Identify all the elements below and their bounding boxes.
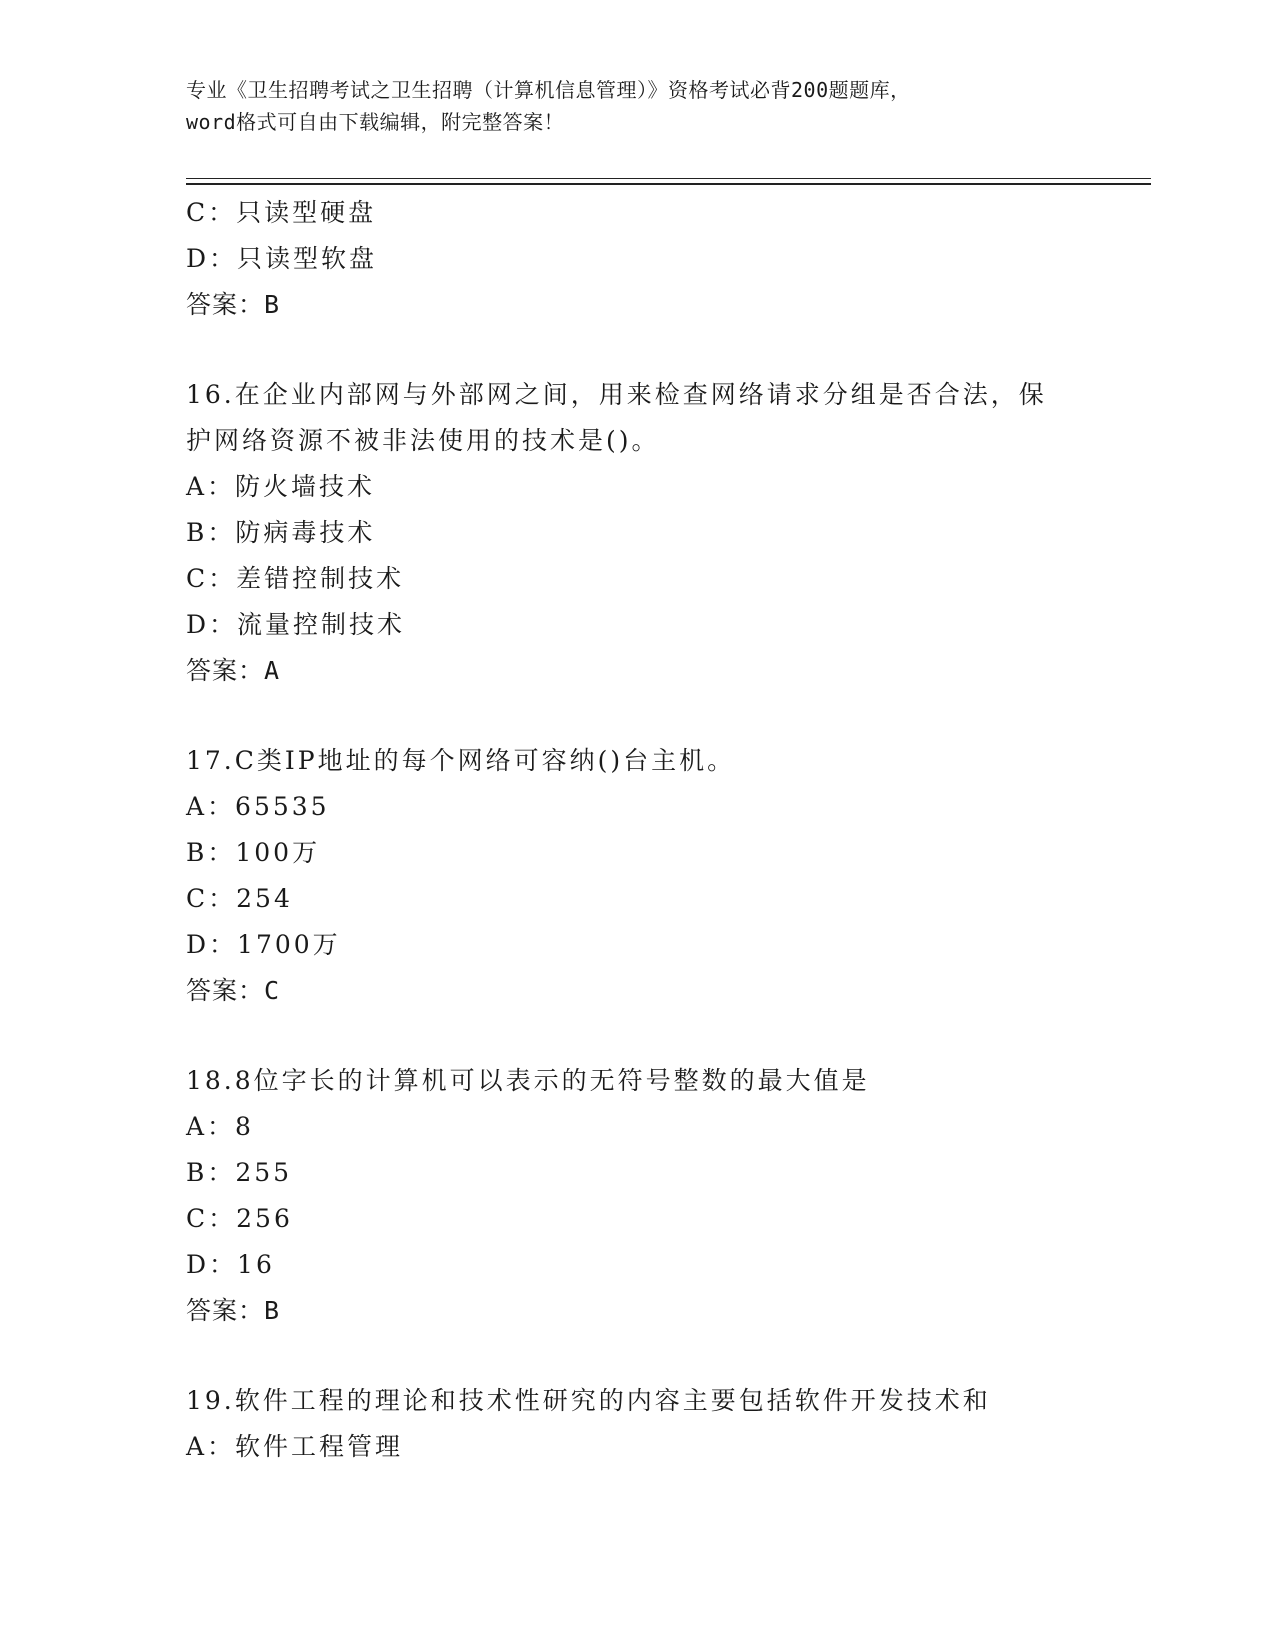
document-header [186, 74, 1086, 138]
option-a: A：软件工程管理 [186, 1432, 404, 1461]
header-line-1: 专业《卫生招聘考试之卫生招聘（计算机信息管理）》资格考试必背200题题库， [186, 78, 911, 102]
question-stem: 18.8位字长的计算机可以表示的无符号整数的最大值是 [186, 1066, 870, 1095]
option-d: D：1700万 [186, 930, 341, 959]
option-c: C：254 [186, 884, 293, 913]
answer-line [186, 648, 1126, 694]
option-b: B：100万 [186, 838, 321, 867]
question-15-continued [186, 190, 1126, 328]
answer-label: 答案： [186, 976, 265, 1005]
question-18 [186, 1058, 1126, 1334]
answer-value: C [264, 976, 281, 1005]
question-17 [186, 738, 1126, 1014]
answer-value: A [264, 656, 281, 685]
answer-line [186, 282, 1126, 328]
option-c: C：差错控制技术 [186, 564, 405, 593]
question-list [186, 190, 1126, 1470]
answer-value: B [264, 290, 281, 319]
answer-line [186, 1288, 1126, 1334]
option-d: D：流量控制技术 [186, 610, 406, 639]
option-a: A：8 [186, 1112, 254, 1141]
question-stem: 护网络资源不被非法使用的技术是()。 [186, 426, 660, 455]
answer-label: 答案： [186, 656, 265, 685]
option-a: A：防火墙技术 [186, 472, 376, 501]
option-d: D：只读型软盘 [186, 244, 378, 273]
option-d: D：16 [186, 1250, 275, 1279]
answer-value: B [264, 1296, 281, 1325]
question-19 [186, 1378, 1126, 1470]
answer-label: 答案： [186, 1296, 265, 1325]
header-rule-thick [186, 183, 1151, 185]
option-a: A：65535 [186, 792, 330, 821]
answer-label: 答案： [186, 290, 265, 319]
question-stem: 17.C类IP地址的每个网络可容纳()台主机。 [186, 746, 736, 775]
option-b: B：255 [186, 1158, 293, 1187]
question-16 [186, 372, 1126, 694]
answer-line [186, 968, 1126, 1014]
header-line-2: word格式可自由下载编辑，附完整答案！ [186, 110, 565, 134]
question-stem: 16.在企业内部网与外部网之间，用来检查网络请求分组是否合法，保 [186, 380, 1047, 409]
question-stem: 19.软件工程的理论和技术性研究的内容主要包括软件开发技术和 [186, 1386, 991, 1415]
option-b: B：防病毒技术 [186, 518, 376, 547]
header-rule-thin [186, 178, 1151, 179]
option-c: C：只读型硬盘 [186, 198, 377, 227]
option-c: C：256 [186, 1204, 293, 1233]
